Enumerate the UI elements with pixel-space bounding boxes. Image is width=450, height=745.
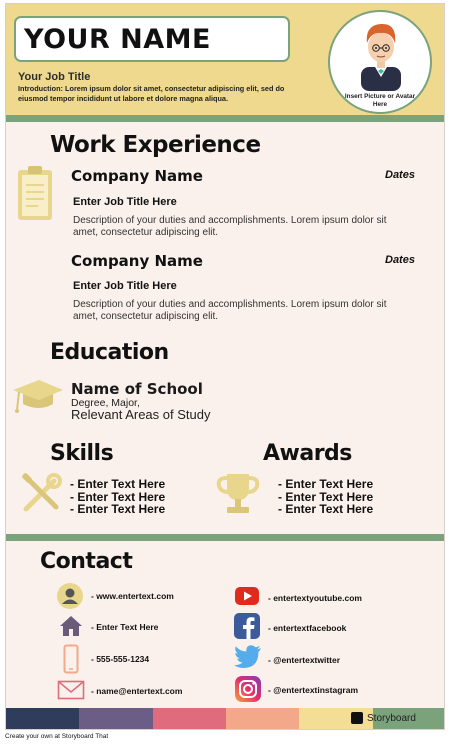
contact-website: - www.entertext.com — [91, 591, 174, 601]
award-item: - Enter Text Here — [278, 477, 374, 491]
tools-icon — [20, 473, 62, 515]
clipboard-icon — [16, 164, 54, 222]
work-experience-heading: Work Experience — [50, 132, 261, 158]
contact-heading: Contact — [40, 549, 133, 574]
education-heading: Education — [50, 340, 169, 365]
awards-heading: Awards — [263, 441, 352, 466]
graduation-cap-icon — [9, 376, 65, 416]
skills-heading: Skills — [50, 441, 114, 466]
footer-swatch — [79, 708, 152, 730]
skill-item: - Enter Text Here — [70, 502, 166, 516]
company-name-1: Company Name — [71, 167, 203, 185]
degree-major: Degree, Major, — [71, 397, 140, 409]
introduction — [18, 84, 293, 103]
contact-email: - name@entertext.com — [91, 686, 183, 696]
home-icon — [59, 615, 83, 637]
footer-swatch — [226, 708, 299, 730]
credit-link[interactable]: Create your own at Storyboard That — [5, 733, 109, 740]
resume-sheet — [5, 3, 445, 730]
job-title-2: Enter Job Title Here — [73, 280, 177, 292]
avatar-icon — [357, 17, 405, 91]
dates-1: Dates — [385, 169, 415, 181]
header-divider — [6, 115, 445, 122]
job-description-2: Description of your duties and accomplishments. Lorem ipsum dolor sit amet, consectetur adipiscing elit. — [73, 299, 387, 322]
facebook-icon — [234, 613, 260, 639]
avatar-circle — [328, 10, 432, 114]
awards-list — [278, 478, 373, 516]
trophy-icon — [213, 470, 263, 516]
contact-youtube: - entertextyoutube.com — [268, 593, 362, 603]
job-title: Your Job Title — [18, 71, 91, 83]
dates-2: Dates — [385, 254, 415, 266]
storyboard-logo-icon — [351, 712, 363, 724]
header-band — [6, 4, 445, 115]
storyboard-logo[interactable] — [351, 712, 416, 724]
company-name-2: Company Name — [71, 252, 203, 270]
school-name: Name of School — [71, 380, 203, 398]
contact-facebook: - entertextfacebook — [268, 623, 347, 633]
name-box — [14, 16, 290, 62]
avatar-caption: Insert Picture or Avatar Here — [344, 93, 416, 108]
youtube-icon — [235, 587, 259, 605]
intro-text: Lorem ipsum dolor sit amet, consectetur adipiscing elit, sed do eiusmod tempor incididunt ut labore et dolore magna aliqua. — [18, 84, 285, 103]
skill-item: - Enter Text Here — [70, 489, 166, 504]
person-icon — [57, 583, 83, 609]
contact-address: - Enter Text Here — [91, 622, 159, 632]
resume-name: YOUR NAME — [24, 24, 211, 55]
instagram-icon — [235, 676, 261, 702]
envelope-icon — [57, 680, 85, 700]
contact-twitter: - @entertextwitter — [268, 655, 341, 665]
intro-label: Introduction: — [18, 84, 63, 93]
contact-phone: - 555-555-1234 — [91, 654, 150, 664]
job-description-1: Description of your duties and accomplishments. Lorem ipsum dolor sit amet, consectetur adipiscing elit. — [73, 215, 387, 238]
phone-icon — [63, 644, 79, 674]
areas-of-study: Relevant Areas of Study — [71, 407, 211, 422]
storyboard-logo-text: Storyboard — [367, 712, 416, 724]
job-title-1: Enter Job Title Here — [73, 196, 177, 208]
skill-item: - Enter Text Here — [70, 477, 166, 491]
contact-instagram: - @entertextinstagram — [268, 685, 359, 695]
award-item: - Enter Text Here — [278, 489, 374, 504]
skills-list — [70, 478, 165, 516]
footer-swatch — [153, 708, 226, 730]
twitter-icon — [234, 645, 262, 669]
footer-swatch — [6, 708, 79, 730]
contact-divider — [6, 534, 445, 541]
award-item: - Enter Text Here — [278, 502, 374, 516]
